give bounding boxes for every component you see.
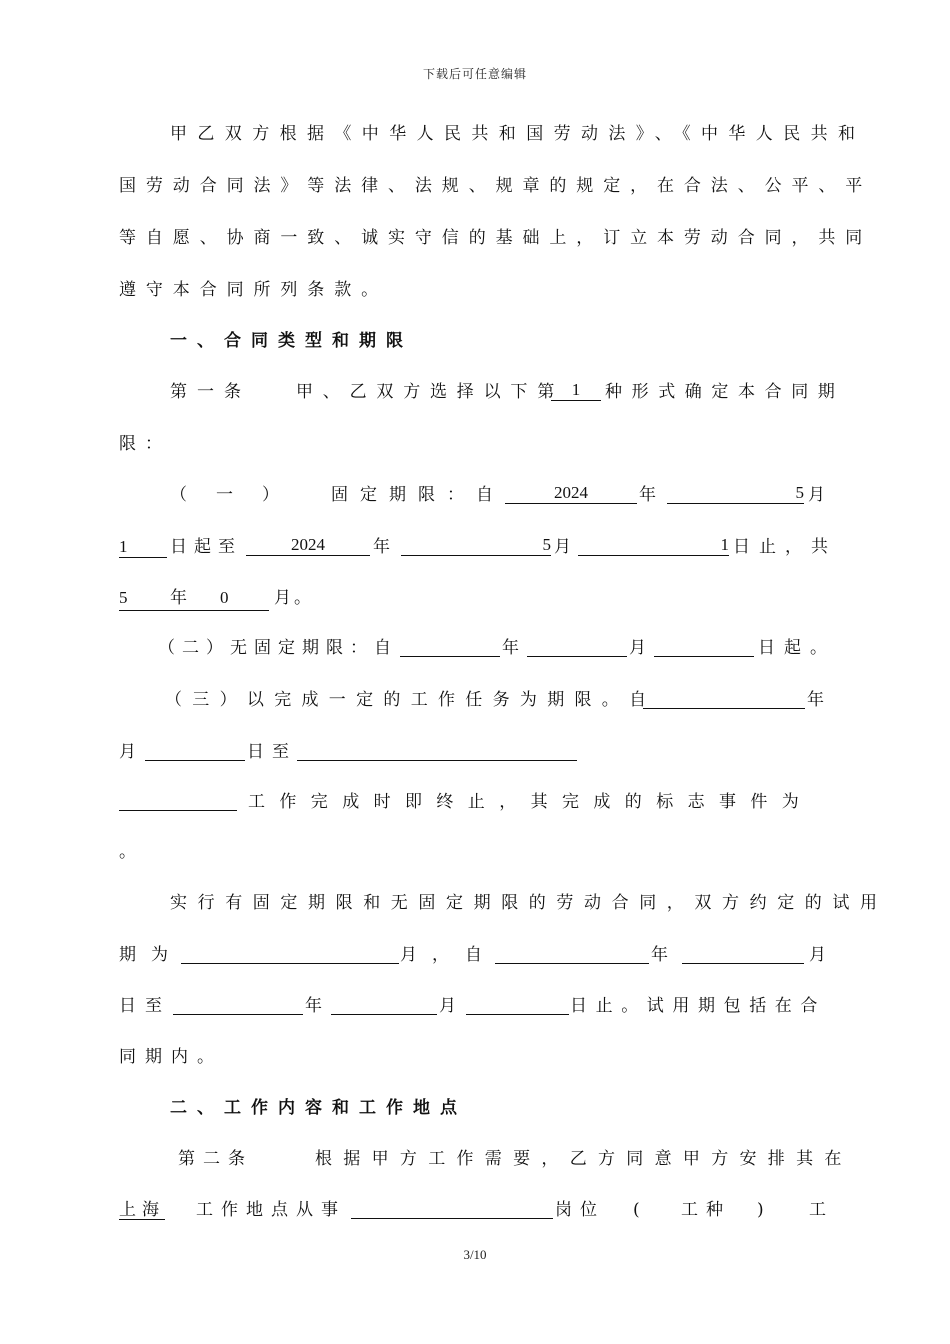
probation-month-label: 月: [809, 945, 826, 965]
year-label-1: 年: [639, 485, 656, 505]
intro-text-4: 遵守本合同所列条款。: [119, 280, 388, 300]
probation-period-label: 期为: [119, 945, 183, 965]
probation-months-field[interactable]: [181, 945, 399, 964]
probation-text-1: 实行有固定期限和无固定期限的劳动合同，双方约定的试用: [170, 893, 888, 913]
option-3-line-3: [119, 790, 826, 816]
option-3-year-field[interactable]: [643, 690, 805, 709]
probation-month-comma: 月，: [400, 945, 464, 965]
article-1-text-a: 甲、乙双方选择以下第: [296, 382, 564, 402]
option-3-line-2: [119, 740, 826, 764]
place-text: 工作地点从事: [196, 1200, 346, 1220]
type-label: 工种: [681, 1200, 731, 1220]
option-2-text: （二）无固定期限：自: [158, 638, 398, 658]
total-years-value: 5: [119, 588, 128, 607]
option-1-lead: 固定期限：自: [331, 485, 505, 505]
month-label-2: 月: [554, 537, 571, 557]
probation-line-3: [119, 994, 826, 1018]
form-choice-field[interactable]: 1: [551, 380, 601, 401]
post-label: 岗位: [555, 1200, 605, 1220]
start-day-field[interactable]: 1: [119, 537, 167, 558]
probation-year-label: 年: [651, 945, 668, 965]
article-1-text-b: 种形式确定本合同期: [605, 382, 845, 402]
probation-end-text: 日止。试用期包括在合: [570, 996, 826, 1016]
probation-day-to: 日至: [119, 996, 171, 1016]
page-number: 3/10: [463, 1247, 487, 1262]
section-2-title: 二、工作内容和工作地点: [170, 1098, 467, 1118]
period-mark: 。: [294, 588, 311, 608]
option-1-line-2: [119, 535, 837, 559]
probation-end-month-label: 月: [439, 996, 456, 1016]
option-2-year-field[interactable]: [400, 638, 500, 657]
place-value: 上海: [119, 1200, 165, 1220]
probation-line-2: [119, 943, 826, 967]
total-months-value: 0: [220, 588, 229, 607]
end-text: 日止，共: [733, 537, 837, 557]
month-label-1: 月: [808, 485, 825, 505]
end-year-field[interactable]: 2024: [246, 535, 370, 556]
article-2-tail: 工: [809, 1200, 826, 1220]
option-1-line-3: [119, 586, 826, 611]
option-3-month-field[interactable]: [145, 742, 245, 761]
intro-line-4: [119, 278, 826, 302]
option-3-year-label: 年: [807, 690, 824, 710]
year-label-2: 年: [373, 537, 390, 557]
option-2-day-field[interactable]: [654, 638, 754, 657]
probation-line-1: [170, 891, 888, 915]
from-to-text: 日起至: [170, 537, 242, 557]
probation-end-day-field[interactable]: [466, 996, 569, 1015]
option-2-year-label: 年: [502, 638, 519, 658]
probation-text-4: 同期内。: [119, 1047, 223, 1067]
article-2-text: 根据甲方工作需要，乙方同意甲方安排其在: [315, 1149, 853, 1169]
probation-end-month-field[interactable]: [331, 996, 437, 1015]
article-1-label: 第一条: [170, 382, 251, 402]
option-3-month-label: 月: [119, 742, 136, 762]
option-2-month-field[interactable]: [527, 638, 627, 657]
option-2-line: [158, 636, 836, 660]
total-duration-field[interactable]: [119, 586, 269, 611]
probation-line-4: [119, 1045, 826, 1069]
end-day-field[interactable]: 1: [578, 535, 729, 556]
total-months-unit: 月: [274, 588, 291, 608]
article-1-line-1: [170, 380, 845, 404]
option-2-month-label: 月: [629, 638, 646, 658]
intro-text-1: 甲乙双方根据《中华人民共和国劳动法》、《中华人民共和: [170, 124, 866, 144]
option-3-line-3-text: 工作完成时即终止，其完成的标志事件为: [248, 792, 814, 812]
option-1-label: （ 一 ）: [170, 485, 285, 505]
place-field[interactable]: [119, 1198, 195, 1222]
intro-text-3: 等自愿、协商一致、诚实守信的基础上，订立本劳动合同，共同: [119, 228, 873, 248]
probation-start-month-field[interactable]: [682, 945, 804, 964]
option-3-line-1: [165, 688, 826, 712]
end-month-field[interactable]: 5: [401, 535, 551, 556]
article-2-label: 第二条: [178, 1149, 253, 1169]
option-3-end-field[interactable]: [297, 742, 577, 761]
probation-end-year-field[interactable]: [173, 996, 303, 1015]
section-1-title: 一、合同类型和期限: [170, 331, 413, 351]
option-3-text: （三）以完成一定的工作任务为期限。自: [165, 690, 657, 710]
start-year-field[interactable]: 2024: [505, 483, 637, 504]
article-2-line-1: [178, 1147, 853, 1171]
total-years-unit: 年: [170, 588, 187, 608]
option-1-line-1: [170, 483, 826, 507]
article-1-line-2: [119, 432, 826, 456]
option-2-day-label: 日起。: [758, 638, 836, 658]
page-header: 下载后可任意编辑: [422, 67, 527, 81]
intro-text-2: 国劳动合同法》等法律、法规、规章的规定，在合法、公平、平: [119, 176, 873, 196]
intro-line-1: [170, 122, 866, 146]
option-3-line-4: [119, 840, 826, 864]
post-field[interactable]: [351, 1200, 553, 1219]
probation-end-year-label: 年: [305, 996, 322, 1016]
intro-line-2: [119, 174, 873, 198]
option-3-line-4-text: 。: [119, 842, 136, 862]
option-3-work-field[interactable]: [119, 792, 237, 811]
article-2-line-2: [119, 1198, 826, 1222]
intro-line-3: [119, 226, 873, 250]
probation-start-year-field[interactable]: [495, 945, 649, 964]
paren-open: (: [633, 1200, 640, 1220]
article-1-text-c: 限：: [119, 434, 171, 454]
option-3-day-to: 日至: [247, 742, 297, 762]
probation-from: 自: [465, 945, 482, 965]
paren-close: ): [757, 1200, 764, 1220]
start-month-field[interactable]: 5: [667, 483, 804, 504]
